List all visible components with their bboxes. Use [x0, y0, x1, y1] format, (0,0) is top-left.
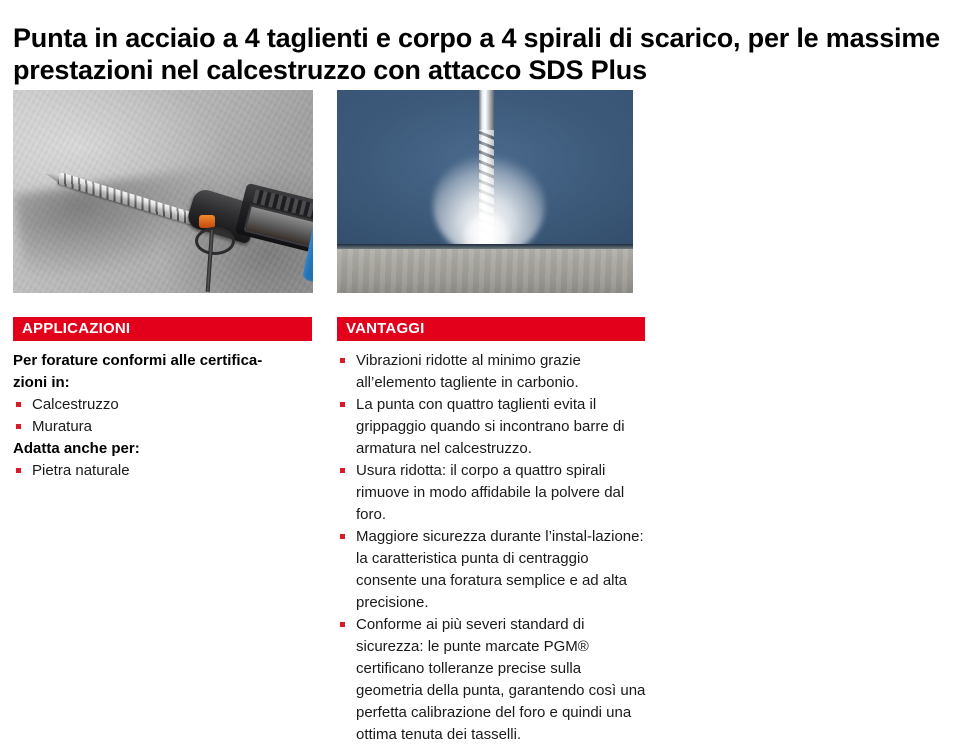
applicazioni-heading-secondary: Adatta anche per: — [13, 440, 140, 457]
list-item: Usura ridotta: il corpo a quattro spirali rimuove in modo affidabile la polvere dal foro. — [337, 460, 647, 526]
list-item: Muratura — [13, 416, 313, 438]
list-item: Vibrazioni ridotte al minimo grazie all’elemento tagliente in carbonio. — [337, 350, 647, 394]
applicazioni-list-primary — [13, 394, 313, 438]
list-item: La punta con quattro taglienti evita il grippaggio quando si incontrano barre di armatura nel calcestruzzo. — [337, 394, 647, 460]
section-header-applicazioni — [13, 317, 312, 341]
list-item: Conforme ai più severi standard di sicurezza: le punte marcate PGM® certificano tolleranze precise sulla geometria della punta, garantendo così una perfetta calibrazione del foro e quindi una ottima tenuta dei tasselli. — [337, 614, 647, 746]
vantaggi-list — [337, 350, 647, 746]
figure-drill-bit-dust-extraction — [337, 90, 633, 293]
applicazioni-heading-line-1: Per forature conformi alle certifica- — [13, 352, 263, 369]
list-item: Calcestruzzo — [13, 394, 313, 416]
section-header-vantaggi — [337, 317, 645, 341]
figure-rotary-hammer-drilling-wall — [13, 90, 313, 293]
section-header-applicazioni-label: APPLICAZIONI — [22, 320, 131, 337]
applicazioni-content — [13, 350, 313, 482]
vantaggi-content — [337, 350, 647, 746]
list-item: Maggiore sicurezza durante l’instal-lazione: la caratteristica punta di centraggio consente una foratura semplice e ad alta precisione. — [337, 526, 647, 614]
applicazioni-heading-line-2: zioni in: — [13, 374, 70, 391]
applicazioni-list-secondary — [13, 460, 313, 482]
concrete-slab — [337, 249, 633, 293]
depth-stop-ring — [195, 227, 235, 255]
list-item: Pietra naturale — [13, 460, 313, 482]
section-header-vantaggi-label: VANTAGGI — [346, 320, 425, 337]
concrete-slab-texture — [337, 249, 633, 293]
page-title: Punta in acciaio a 4 taglienti e corpo a 4 spirali di scarico, per le massime prestazioni nel calcestruzzo con attacco SDS Plus — [13, 23, 940, 86]
